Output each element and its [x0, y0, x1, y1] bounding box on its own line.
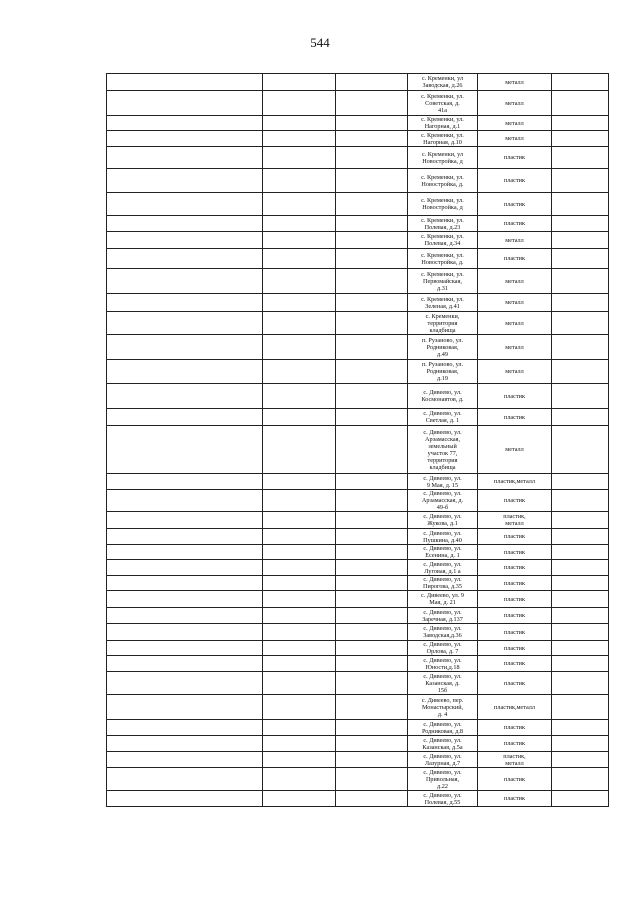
- address-cell: с. Дивеево, ул. Казанская, д.5а: [408, 736, 478, 752]
- table-row: [107, 529, 609, 545]
- material-cell: пластик: [478, 591, 552, 608]
- col2-cell: [263, 426, 336, 474]
- col3-cell: [336, 768, 408, 791]
- col6-cell: [552, 169, 609, 193]
- col3-cell: [336, 545, 408, 560]
- col2-cell: [263, 360, 336, 384]
- address-cell: с. Дивеево, ул. Юности,д.18: [408, 656, 478, 672]
- col2-cell: [263, 768, 336, 791]
- col1-cell: [107, 672, 263, 695]
- col3-cell: [336, 656, 408, 672]
- col3-cell: [336, 169, 408, 193]
- col6-cell: [552, 672, 609, 695]
- material-cell: пластик,металл: [478, 474, 552, 490]
- address-cell: п. Рузаново, ул. Родниковая, д.49: [408, 335, 478, 360]
- col6-cell: [552, 335, 609, 360]
- col6-cell: [552, 656, 609, 672]
- address-cell: с. Кременки, ул. Полевая, д.34: [408, 232, 478, 249]
- address-cell: с. Кременки, ул. Нагорная, д.1: [408, 116, 478, 131]
- table-row: [107, 656, 609, 672]
- col6-cell: [552, 490, 609, 512]
- col6-cell: [552, 216, 609, 232]
- material-cell: пластик: [478, 656, 552, 672]
- col1-cell: [107, 791, 263, 807]
- container-sites-table: [106, 73, 609, 807]
- col3-cell: [336, 529, 408, 545]
- material-cell: пластик: [478, 384, 552, 409]
- table-row: [107, 490, 609, 512]
- address-cell: с. Дивеево, ул. Арзамасская, д. 49-б: [408, 490, 478, 512]
- table-row: [107, 409, 609, 426]
- col2-cell: [263, 512, 336, 529]
- col6-cell: [552, 294, 609, 312]
- table-row: [107, 474, 609, 490]
- col6-cell: [552, 695, 609, 720]
- material-cell: пластик: [478, 193, 552, 216]
- col2-cell: [263, 384, 336, 409]
- material-cell: пластик: [478, 147, 552, 169]
- col2-cell: [263, 591, 336, 608]
- material-cell: металл: [478, 74, 552, 91]
- table-row: [107, 116, 609, 131]
- address-cell: с. Дивеево, пер. Монастырский, д. 4: [408, 695, 478, 720]
- col1-cell: [107, 312, 263, 335]
- col3-cell: [336, 216, 408, 232]
- col1-cell: [107, 474, 263, 490]
- col3-cell: [336, 672, 408, 695]
- col1-cell: [107, 608, 263, 624]
- col1-cell: [107, 736, 263, 752]
- address-cell: с. Кременки, ул. Советская, д. 41а: [408, 91, 478, 116]
- col3-cell: [336, 147, 408, 169]
- address-cell: с. Дивеево, ул. Жукова, д.1: [408, 512, 478, 529]
- col3-cell: [336, 720, 408, 736]
- col6-cell: [552, 545, 609, 560]
- col1-cell: [107, 232, 263, 249]
- material-cell: пластик: [478, 576, 552, 591]
- table-row: [107, 232, 609, 249]
- col3-cell: [336, 269, 408, 294]
- col6-cell: [552, 768, 609, 791]
- material-cell: металл: [478, 91, 552, 116]
- table-row: [107, 91, 609, 116]
- col1-cell: [107, 193, 263, 216]
- table-row: [107, 560, 609, 576]
- col2-cell: [263, 474, 336, 490]
- address-cell: с. Дивеево, ул. Лазурная, д.7: [408, 752, 478, 768]
- address-cell: с. Кременки, ул. Новостройка, д: [408, 193, 478, 216]
- address-cell: с. Дивеево, ул. Казанская, д. 15б: [408, 672, 478, 695]
- col6-cell: [552, 312, 609, 335]
- col2-cell: [263, 216, 336, 232]
- address-cell: с. Кременки, ул. Полевая, д.23: [408, 216, 478, 232]
- col2-cell: [263, 529, 336, 545]
- col2-cell: [263, 791, 336, 807]
- col1-cell: [107, 216, 263, 232]
- col6-cell: [552, 512, 609, 529]
- table-row: [107, 269, 609, 294]
- address-cell: с. Дивеево, ул. Пушкина, д.40: [408, 529, 478, 545]
- material-cell: пластик: [478, 249, 552, 269]
- col1-cell: [107, 591, 263, 608]
- col2-cell: [263, 545, 336, 560]
- table-row: [107, 768, 609, 791]
- material-cell: пластик, металл: [478, 752, 552, 768]
- address-cell: с. Дивеево, ул. Есенина, д. 1: [408, 545, 478, 560]
- col6-cell: [552, 736, 609, 752]
- col3-cell: [336, 74, 408, 91]
- col2-cell: [263, 720, 336, 736]
- col1-cell: [107, 720, 263, 736]
- col1-cell: [107, 74, 263, 91]
- col1-cell: [107, 409, 263, 426]
- address-cell: с. Кременки, ул. Новостройка, д.: [408, 249, 478, 269]
- col6-cell: [552, 641, 609, 656]
- address-cell: с. Кременки, ул. Зеленая, д.41: [408, 294, 478, 312]
- col2-cell: [263, 269, 336, 294]
- col3-cell: [336, 624, 408, 641]
- address-cell: с. Дивеево, ул. Пирогова, д.35: [408, 576, 478, 591]
- address-cell: с. Кременки, ул. Первомайская, д.31: [408, 269, 478, 294]
- table-row: [107, 249, 609, 269]
- table-row: [107, 736, 609, 752]
- col2-cell: [263, 147, 336, 169]
- table-row: [107, 791, 609, 807]
- col2-cell: [263, 232, 336, 249]
- col6-cell: [552, 409, 609, 426]
- col3-cell: [336, 576, 408, 591]
- address-cell: с. Дивеево, ул. Орлова, д. 7: [408, 641, 478, 656]
- col1-cell: [107, 116, 263, 131]
- col2-cell: [263, 335, 336, 360]
- col2-cell: [263, 672, 336, 695]
- material-cell: пластик: [478, 720, 552, 736]
- col2-cell: [263, 560, 336, 576]
- material-cell: металл: [478, 312, 552, 335]
- col1-cell: [107, 695, 263, 720]
- col6-cell: [552, 426, 609, 474]
- col6-cell: [552, 193, 609, 216]
- col2-cell: [263, 752, 336, 768]
- table-row: [107, 216, 609, 232]
- table-row: [107, 512, 609, 529]
- col6-cell: [552, 116, 609, 131]
- address-cell: с. Дивеево, ул. Полевая, д.55: [408, 791, 478, 807]
- col3-cell: [336, 791, 408, 807]
- col2-cell: [263, 294, 336, 312]
- table-row: [107, 720, 609, 736]
- material-cell: металл: [478, 269, 552, 294]
- material-cell: пластик: [478, 624, 552, 641]
- address-cell: с. Дивеево, ул. Родниковая, д.8: [408, 720, 478, 736]
- col1-cell: [107, 576, 263, 591]
- table-row: [107, 294, 609, 312]
- table-row: [107, 695, 609, 720]
- col1-cell: [107, 560, 263, 576]
- col1-cell: [107, 512, 263, 529]
- col1-cell: [107, 91, 263, 116]
- col3-cell: [336, 312, 408, 335]
- col6-cell: [552, 752, 609, 768]
- address-cell: с. Дивеево, ул. Заводская,д.36: [408, 624, 478, 641]
- col2-cell: [263, 116, 336, 131]
- col6-cell: [552, 529, 609, 545]
- col2-cell: [263, 169, 336, 193]
- material-cell: пластик: [478, 641, 552, 656]
- col3-cell: [336, 608, 408, 624]
- col3-cell: [336, 384, 408, 409]
- col1-cell: [107, 360, 263, 384]
- col3-cell: [336, 426, 408, 474]
- col3-cell: [336, 641, 408, 656]
- address-cell: п. Рузаново, ул. Родниковая, д.19: [408, 360, 478, 384]
- col1-cell: [107, 335, 263, 360]
- col6-cell: [552, 624, 609, 641]
- col6-cell: [552, 591, 609, 608]
- col3-cell: [336, 736, 408, 752]
- address-cell: с. Дивеево, ул. 9 Мая, д. 21: [408, 591, 478, 608]
- col6-cell: [552, 608, 609, 624]
- address-cell: с. Кременки, ул. Нагорная, д.10: [408, 131, 478, 147]
- material-cell: пластик: [478, 736, 552, 752]
- table-row: [107, 426, 609, 474]
- col1-cell: [107, 269, 263, 294]
- col3-cell: [336, 490, 408, 512]
- material-cell: пластик: [478, 529, 552, 545]
- material-cell: пластик: [478, 545, 552, 560]
- address-cell: с. Кременки, территория кладбища: [408, 312, 478, 335]
- table-row: [107, 545, 609, 560]
- col3-cell: [336, 335, 408, 360]
- table-row: [107, 591, 609, 608]
- material-cell: пластик, металл: [478, 512, 552, 529]
- table-row: [107, 624, 609, 641]
- col6-cell: [552, 147, 609, 169]
- col3-cell: [336, 131, 408, 147]
- material-cell: металл: [478, 335, 552, 360]
- address-cell: с. Кременки, ул. Новостройка, д.: [408, 169, 478, 193]
- material-cell: пластик: [478, 791, 552, 807]
- table-row: [107, 752, 609, 768]
- col3-cell: [336, 752, 408, 768]
- material-cell: пластик: [478, 169, 552, 193]
- col3-cell: [336, 360, 408, 384]
- material-cell: пластик: [478, 409, 552, 426]
- col3-cell: [336, 474, 408, 490]
- address-cell: с. Дивеево, ул. Космонавтов, д.: [408, 384, 478, 409]
- col1-cell: [107, 147, 263, 169]
- material-cell: металл: [478, 232, 552, 249]
- col3-cell: [336, 193, 408, 216]
- col1-cell: [107, 131, 263, 147]
- table-row: [107, 312, 609, 335]
- col2-cell: [263, 624, 336, 641]
- col1-cell: [107, 490, 263, 512]
- table-row: [107, 608, 609, 624]
- col3-cell: [336, 116, 408, 131]
- col2-cell: [263, 74, 336, 91]
- address-cell: с. Дивеево, ул. 9 Мая, д. 15: [408, 474, 478, 490]
- col1-cell: [107, 545, 263, 560]
- col1-cell: [107, 752, 263, 768]
- material-cell: металл: [478, 131, 552, 147]
- col2-cell: [263, 409, 336, 426]
- table-row: [107, 74, 609, 91]
- col6-cell: [552, 249, 609, 269]
- col2-cell: [263, 656, 336, 672]
- address-cell: с. Дивеево, ул. Светлая, д. 1: [408, 409, 478, 426]
- col6-cell: [552, 131, 609, 147]
- address-cell: с. Дивеево, ул. Привольная, д.22: [408, 768, 478, 791]
- col1-cell: [107, 768, 263, 791]
- col6-cell: [552, 91, 609, 116]
- table-row: [107, 169, 609, 193]
- material-cell: пластик,металл: [478, 695, 552, 720]
- address-cell: с. Дивеево, ул. Арзамасская, земельный участок 77, территория кладбища: [408, 426, 478, 474]
- col6-cell: [552, 791, 609, 807]
- col3-cell: [336, 512, 408, 529]
- col1-cell: [107, 384, 263, 409]
- col2-cell: [263, 576, 336, 591]
- col6-cell: [552, 74, 609, 91]
- col3-cell: [336, 409, 408, 426]
- table-row: [107, 672, 609, 695]
- col2-cell: [263, 695, 336, 720]
- col2-cell: [263, 91, 336, 116]
- col1-cell: [107, 641, 263, 656]
- material-cell: пластик: [478, 490, 552, 512]
- table-row: [107, 335, 609, 360]
- col1-cell: [107, 249, 263, 269]
- col1-cell: [107, 294, 263, 312]
- material-cell: пластик: [478, 608, 552, 624]
- col2-cell: [263, 490, 336, 512]
- col1-cell: [107, 529, 263, 545]
- col3-cell: [336, 232, 408, 249]
- col6-cell: [552, 560, 609, 576]
- material-cell: металл: [478, 116, 552, 131]
- col3-cell: [336, 560, 408, 576]
- col6-cell: [552, 576, 609, 591]
- col1-cell: [107, 656, 263, 672]
- address-cell: с. Кременки, ул Заводская, д.26: [408, 74, 478, 91]
- material-cell: металл: [478, 360, 552, 384]
- col3-cell: [336, 695, 408, 720]
- col3-cell: [336, 591, 408, 608]
- table-row: [107, 360, 609, 384]
- material-cell: металл: [478, 426, 552, 474]
- table-row: [107, 193, 609, 216]
- col3-cell: [336, 91, 408, 116]
- material-cell: пластик: [478, 672, 552, 695]
- col2-cell: [263, 312, 336, 335]
- col6-cell: [552, 360, 609, 384]
- address-cell: с. Кременки, ул Новостройка, д: [408, 147, 478, 169]
- col6-cell: [552, 720, 609, 736]
- col3-cell: [336, 294, 408, 312]
- address-cell: с. Дивеево, ул. Луговая, д.1 а: [408, 560, 478, 576]
- page-number: 544: [310, 35, 330, 50]
- col6-cell: [552, 269, 609, 294]
- col2-cell: [263, 641, 336, 656]
- material-cell: пластик: [478, 768, 552, 791]
- col1-cell: [107, 624, 263, 641]
- col2-cell: [263, 193, 336, 216]
- col2-cell: [263, 736, 336, 752]
- col2-cell: [263, 131, 336, 147]
- table-row: [107, 131, 609, 147]
- table-row: [107, 576, 609, 591]
- table-row: [107, 384, 609, 409]
- table-row: [107, 641, 609, 656]
- col6-cell: [552, 232, 609, 249]
- col6-cell: [552, 474, 609, 490]
- col1-cell: [107, 426, 263, 474]
- col1-cell: [107, 169, 263, 193]
- address-cell: с. Дивеево, ул. Заречная, д.137: [408, 608, 478, 624]
- material-cell: пластик: [478, 560, 552, 576]
- material-cell: металл: [478, 294, 552, 312]
- material-cell: пластик: [478, 216, 552, 232]
- col2-cell: [263, 608, 336, 624]
- col2-cell: [263, 249, 336, 269]
- table-row: [107, 147, 609, 169]
- col6-cell: [552, 384, 609, 409]
- col3-cell: [336, 249, 408, 269]
